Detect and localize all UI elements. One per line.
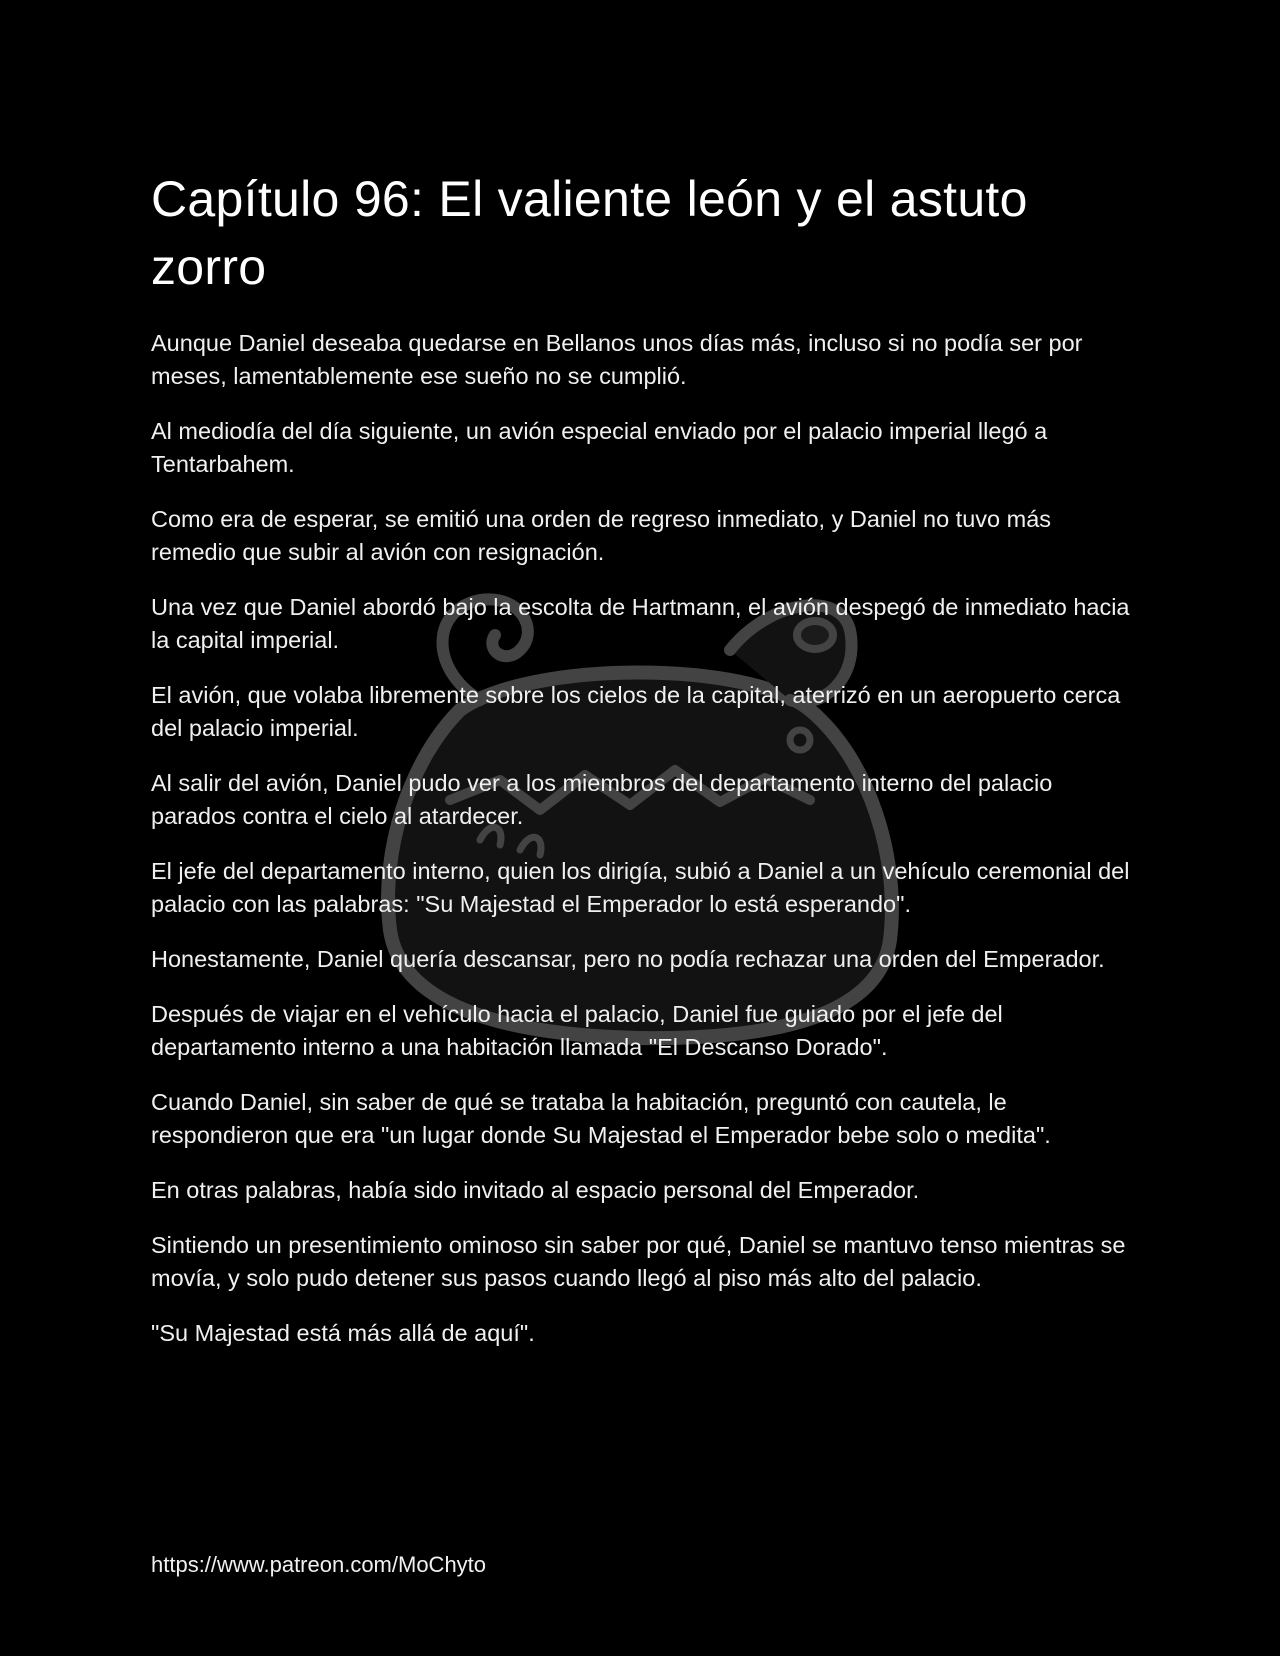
paragraph: Al mediodía del día siguiente, un avión especial enviado por el palacio imperial llegó a Tentarbahem. [151,418,1048,477]
patreon-link[interactable]: https://www.patreon.com/MoChyto [151,1552,487,1577]
chapter-title: Capítulo 96: El valiente león y el astuto zorro [151,171,1028,295]
paragraph: Cuando Daniel, sin saber de qué se trataba la habitación, preguntó con cautela, le respondieron que era "un lugar donde Su Majestad el Emperador bebe solo o medita". [151,1089,1051,1148]
paragraph: Después de viajar en el vehículo hacia el palacio, Daniel fue guiado por el jefe del departamento interno a una habitación llamada "El Descanso Dorado". [151,1001,1003,1060]
paragraph: "Su Majestad está más allá de aquí". [151,1320,535,1346]
paragraph: El avión, que volaba libremente sobre los cielos de la capital, aterrizó en un aeropuerto cerca del palacio imperial. [151,682,1121,741]
paragraph: Como era de esperar, se emitió una orden de regreso inmediato, y Daniel no tuvo más remedio que subir al avión con resignación. [151,506,1052,565]
paragraph: Una vez que Daniel abordó bajo la escolta de Hartmann, el avión despegó de inmediato hacia la capital imperial. [151,594,1130,653]
paragraph: Sintiendo un presentimiento ominoso sin saber por qué, Daniel se mantuvo tenso mientras se movía, y solo pudo detener sus pasos cuando llegó al piso más alto del palacio. [151,1232,1126,1291]
paragraph: El jefe del departamento interno, quien los dirigía, subió a Daniel a un vehículo ceremonial del palacio con las palabras: "Su Majestad el Emperador lo está esperando". [151,858,1130,917]
document-page [151,165,1141,1372]
paragraph: Al salir del avión, Daniel pudo ver a los miembros del departamento interno del palacio parados contra el cielo al atardecer. [151,770,1053,829]
paragraph: Aunque Daniel deseaba quedarse en Bellanos unos días más, incluso si no podía ser por meses, lamentablemente ese sueño no se cumplió. [151,330,1083,389]
paragraph: Honestamente, Daniel quería descansar, pero no podía rechazar una orden del Emperador. [151,946,1105,972]
paragraph: En otras palabras, había sido invitado al espacio personal del Emperador. [151,1177,920,1203]
